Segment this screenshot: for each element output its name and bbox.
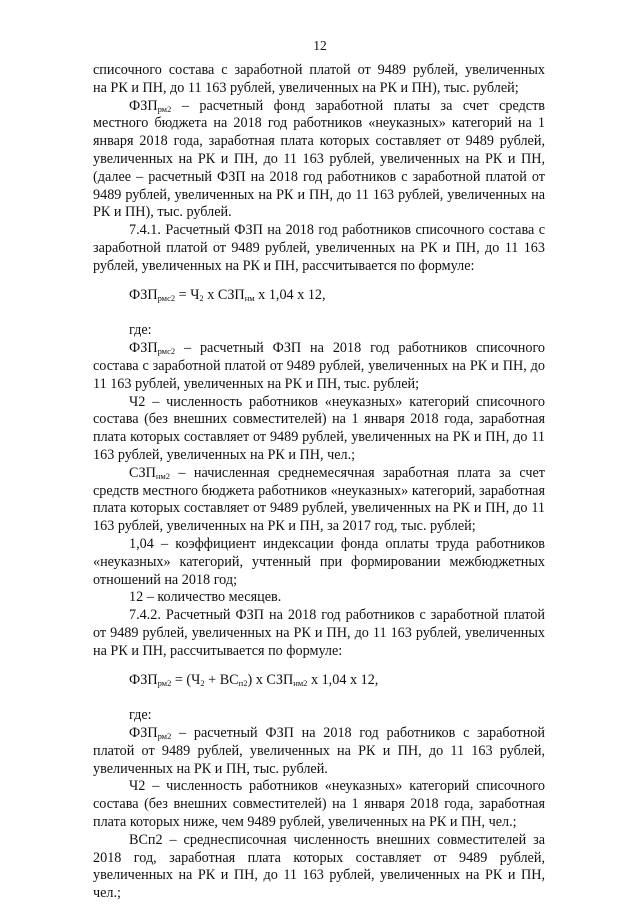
formula-part: х 1,04 х 12, — [307, 671, 379, 688]
subscript: 2 — [200, 677, 205, 688]
subscript: нм2 — [155, 470, 171, 481]
symbol: ФЗП — [129, 340, 158, 357]
definition-paragraph — [93, 340, 545, 393]
section-paragraph: 7.4.1. Расчетный ФЗП на 2018 год работников списочного состава с заработной платой от 9489 рублей, увеличенных на РК и ПН, до 11 163 рублей, увеличенных на РК и ПН, рассчитывается по формуле: — [93, 222, 545, 274]
subscript: рм2 — [157, 677, 172, 688]
definition-text: – расчетный ФЗП на 2018 год работников списочного состава с заработной платой от 9489 рублей, увеличенных на РК и ПН, до 11 163 рублей, увеличенных на РК и ПН, тыс. рублей; — [93, 340, 545, 392]
subscript: рм2 — [157, 103, 172, 114]
formula-part: х СЗП — [203, 286, 245, 303]
subscript: рмс2 — [157, 346, 176, 357]
subscript: нм — [244, 292, 255, 303]
subscript: нм2 — [293, 677, 308, 688]
symbol: ФЗП — [129, 97, 158, 114]
text-line: на РК и ПН, до 11 163 рублей, увеличенных на РК и ПН), тыс. рублей; — [93, 79, 519, 96]
definition-paragraph: ВСп2 – среднесписочная численность внешних совместителей за 2018 год, заработная плата которых составляет от 9489 рублей, увеличенных на РК и ПН, до 11 163 рублей, увеличенных на РК и ПН, чел.; — [93, 831, 545, 902]
definition-paragraph: Ч2 – численность работников «неуказных» категорий списочного состава (без внешних совместителей) на 1 января 2018 года, заработная плата которых составляет от 9489 рублей, увеличенных на РК и ПН, до 11 163 рублей, увеличенных на РК и ПН, чел.; — [93, 393, 545, 463]
symbol: ФЗП — [129, 725, 158, 742]
definition-text: – начисленная среднемесячная заработная плата за счет средств местного бюджета работников «неуказных» категорий, заработная плата которых составляет от 9489 рублей, увеличенных на РК и ПН, до 11 163 рублей, увеличенных на РК и ПН, за 2017 год, тыс. рублей; — [93, 464, 545, 535]
formula-part: = (Ч — [171, 671, 201, 688]
formula-part: ФЗП — [129, 671, 158, 688]
symbol: СЗП — [129, 464, 156, 481]
document-body — [93, 62, 545, 903]
subscript: рм2 — [157, 731, 172, 742]
definition-text: – расчетный ФЗП на 2018 год работников с заработной платой от 9489 рублей, увеличенных на РК и ПН, до 11 163 рублей, увеличенных на РК и ПН, тыс. рублей. — [93, 725, 545, 777]
definition-paragraph — [93, 725, 545, 778]
definition-paragraph — [93, 98, 545, 223]
formula-1 — [93, 287, 545, 305]
page-number: 12 — [313, 38, 327, 53]
definition-paragraph: 1,04 – коэффициент индексации фонда оплаты труда работников «неуказных» категорий, учтенный при формировании межбюджетных отношений на 2018 год; — [93, 535, 545, 588]
where-label: где: — [129, 707, 152, 724]
where-label: где: — [129, 322, 152, 339]
formula-part: ФЗП — [129, 286, 158, 303]
section-paragraph: 7.4.2. Расчетный ФЗП на 2018 год работников с заработной платой от 9489 рублей, увеличенных на РК и ПН, до 11 163 рублей, увеличенных на РК и ПН, рассчитывается по формуле: — [93, 607, 545, 659]
formula-2 — [93, 672, 545, 690]
formula-part: х 1,04 х 12, — [254, 286, 326, 303]
formula-part: ) х СЗП — [247, 671, 294, 688]
definition-text: – расчетный фонд заработной платы за счет средств местного бюджета на 2018 год работников «неуказных» категорий на 1 января 2018 года, заработная плата которых составляет от 9489 рублей, увеличенных на РК и ПН, до 11 163 рублей, увеличенных на РК и ПН, (далее – расчетный ФЗП на 2018 год работников с заработной платой от 9489 рублей, увеличенных на РК и ПН, до 11 163 рублей, увеличенных на РК и ПН), тыс. рублей. — [93, 97, 545, 221]
formula-part: = Ч — [175, 286, 200, 303]
subscript: 2 — [199, 292, 204, 303]
subscript: п2 — [238, 677, 248, 688]
definition-paragraph: Ч2 – численность работников «неуказных» категорий списочного состава (без внешних совместителей) на 1 января 2018 года, заработная плата которых ниже, чем 9489 рублей, увеличенных на РК и ПН, чел.; — [93, 778, 545, 831]
definition-paragraph — [93, 465, 545, 536]
definition-paragraph: 12 – количество месяцев. — [129, 589, 282, 606]
subscript: рмс2 — [157, 292, 176, 303]
formula-part: + ВС — [204, 671, 239, 688]
text-line: списочного состава с заработной платой от 9489 рублей, увеличенных — [93, 62, 545, 78]
